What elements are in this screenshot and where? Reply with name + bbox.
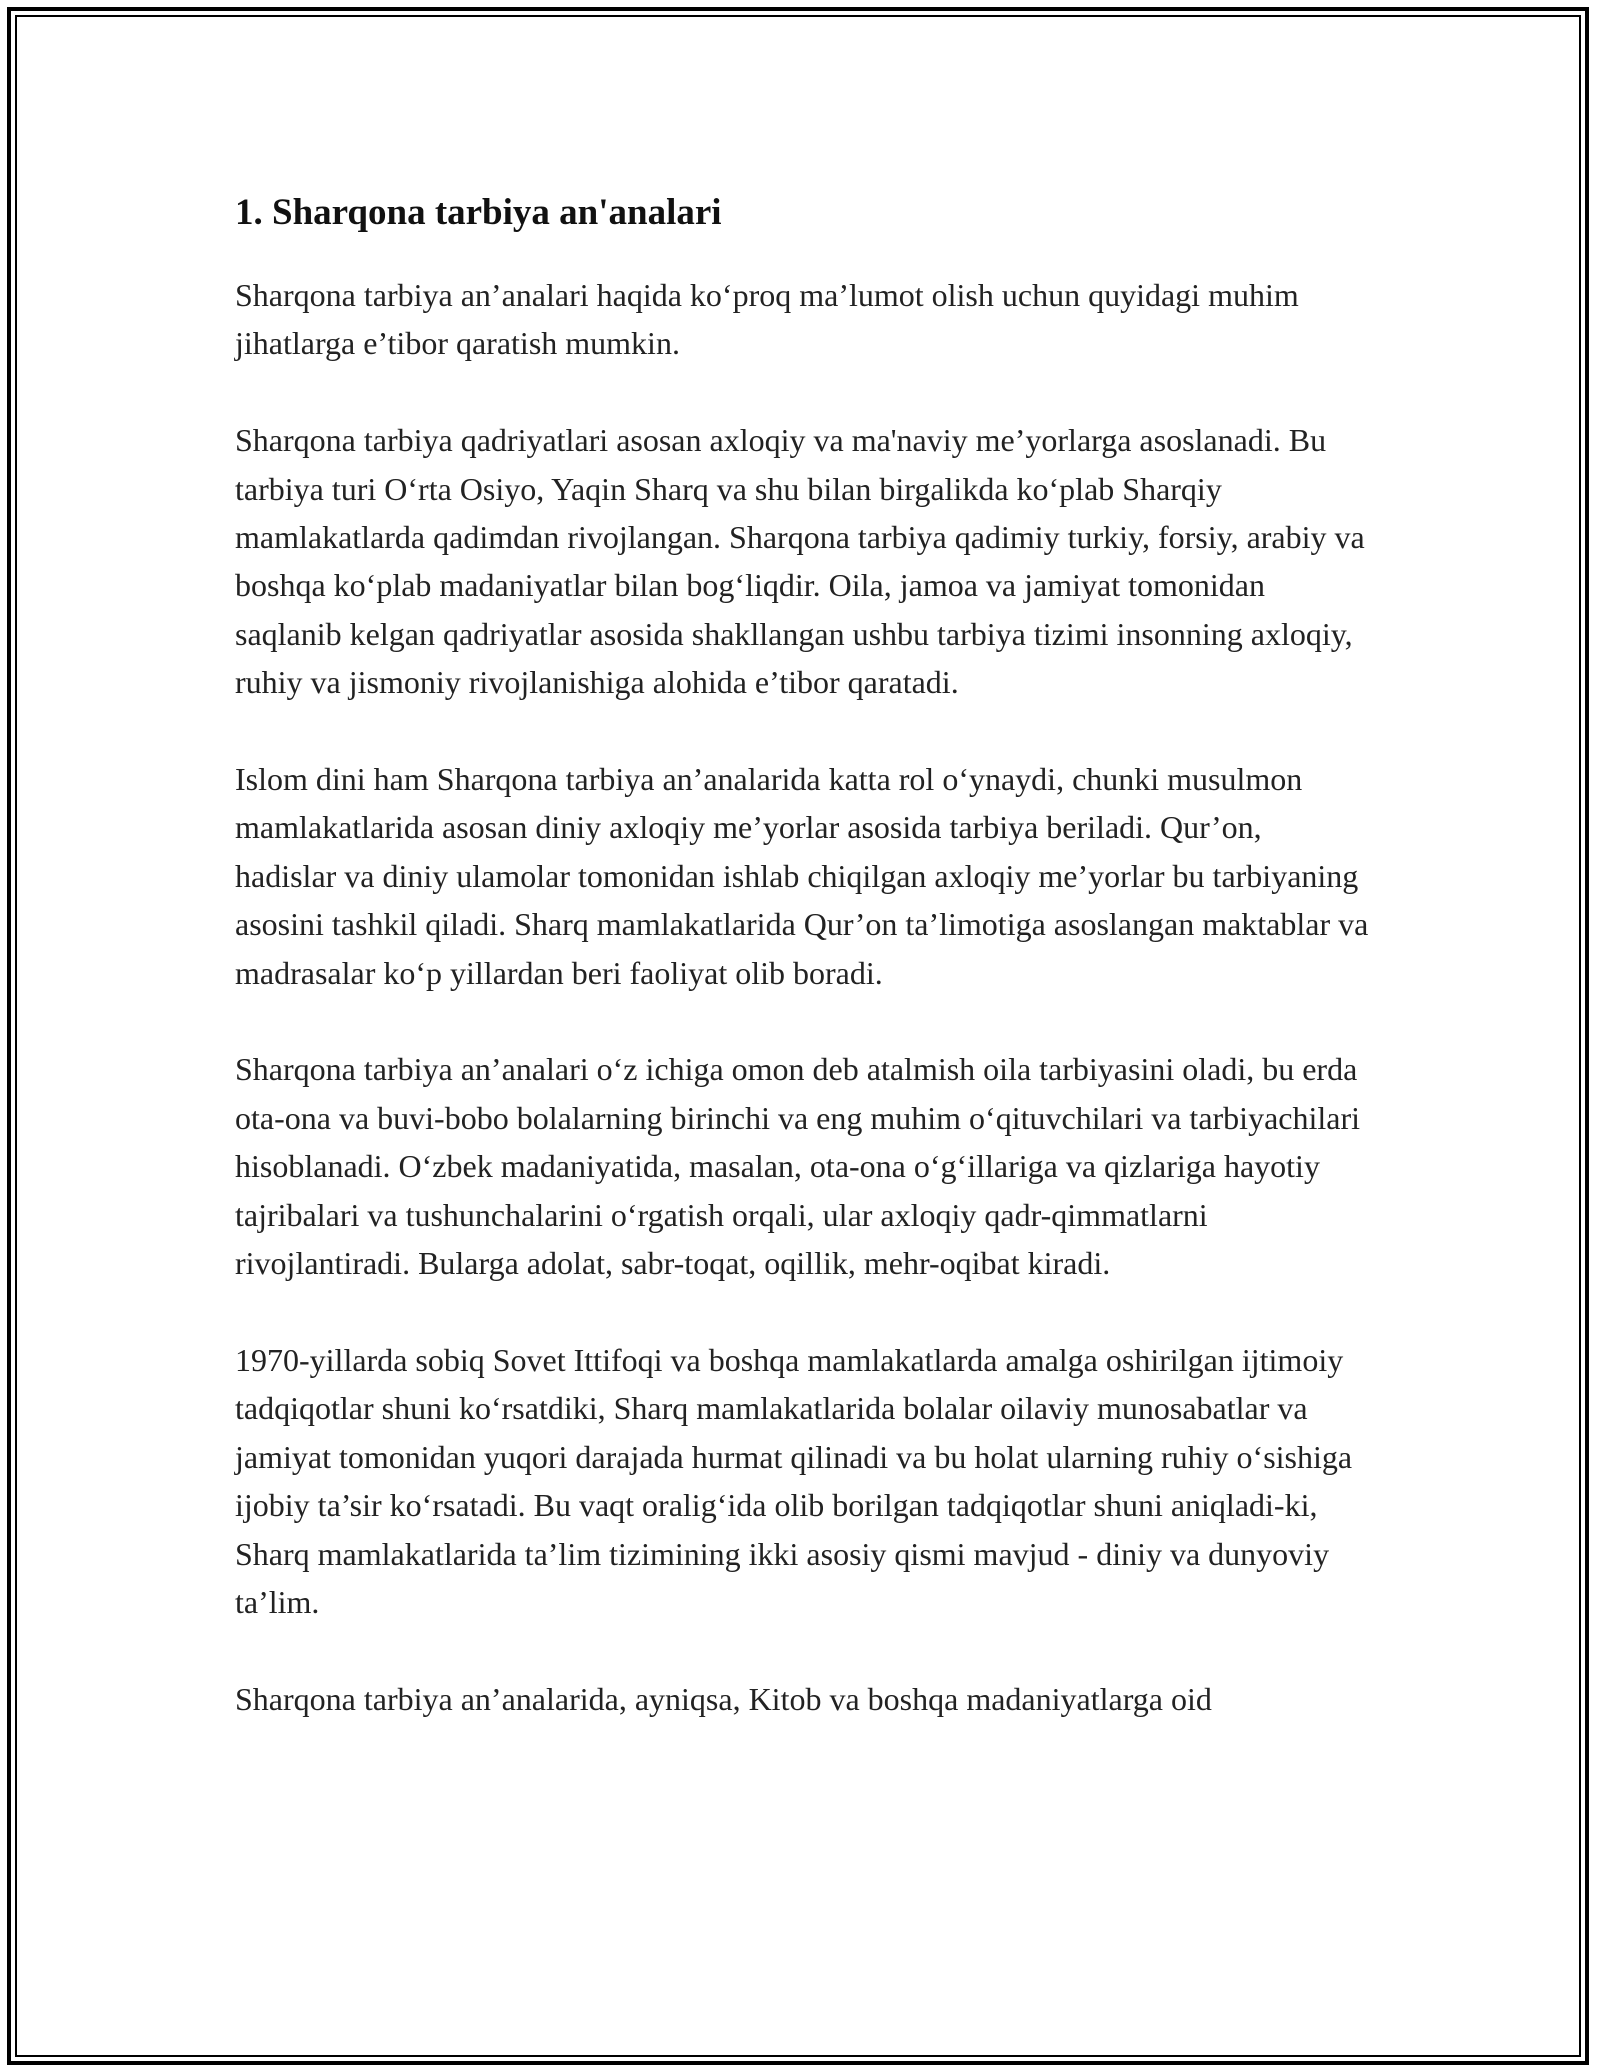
paragraph-continued: Sharqona tarbiya an’analarida, ayniqsa, Kitob va boshqa madaniyatlarga oid bbox=[235, 1680, 1212, 1717]
paragraph-research: 1970-yillarda sobiq Sovet Ittifoqi va boshqa mamlakatlarda amalga oshirilgan ijtimoiy tadqiqotlar shuni ko‘rsatdiki, Sharq mamlakatlarida bolalar oilaviy munosabatlar va jamiyat tomonidan yuqori darajada hurmat qilinadi va bu holat ularning ruhiy o‘sishiga ijobiy ta’sir ko‘rsatadi. Bu vaqt oralig‘ida olib borilgan tadqiqotlar shuni aniqladi-ki, Sharq mamlakatlarida ta’lim tizimining ikki asosiy qismi mavjud - diniy va dunyoviy ta’lim. bbox=[235, 1341, 1353, 1620]
page-title: 1. Sharqona tarbiya an'analari bbox=[235, 192, 722, 233]
paragraph-values: Sharqona tarbiya qadriyatlari asosan axloqiy va ma'naviy me’yorlarga asoslanadi. Bu tarbiya turi O‘rta Osiyo, Yaqin Sharq va shu bilan birgalikda ko‘plab Sharqiy mamlakatlarda qadimdan rivojlangan. Sharqona tarbiya qadimiy turkiy, forsiy, arabiy va boshqa ko‘plab madaniyatlar bilan bog‘liqdir. Oila, jamoa va jamiyat tomonidan saqlanib kelgan qadriyatlar asosida shakllangan ushbu tarbiya tizimi insonning axloqiy, ruhiy va jismoniy rivojlanishiga alohida e’tibor qaratadi. bbox=[235, 422, 1365, 701]
paragraph-islam: Islom dini ham Sharqona tarbiya an’analarida katta rol o‘ynaydi, chunki musulmon mamlakatlarida asosan diniy axloqiy me’yorlar asosida tarbiya beriladi. Qur’on, hadislar va diniy ulamolar tomonidan ishlab chiqilgan axloqiy me’yorlar bu tarbiyaning asosini tashkil qiladi. Sharq mamlakatlarida Qur’on ta’limotiga asoslangan maktablar va madrasalar ko‘p yillardan beri faoliyat olib boradi. bbox=[235, 761, 1369, 991]
document-body bbox=[235, 185, 1370, 1772]
paragraph-intro: Sharqona tarbiya an’analari haqida ko‘proq ma’lumot olish uchun quyidagi muhim jihatlarga e’tibor qaratish mumkin. bbox=[235, 277, 1299, 362]
paragraph-family: Sharqona tarbiya an’analari o‘z ichiga omon deb atalmish oila tarbiyasini oladi, bu erda ota-ona va buvi-bobo bolalarning birinchi va eng muhim o‘qituvchilari va tarbiyachilari hisoblanadi. O‘zbek madaniyatida, masalan, ota-ona o‘g‘illariga va qizlariga hayotiy tajribalari va tushunchalarini o‘rgatish orqali, ular axloqiy qadr-qimmatlarni rivojlantiradi. Bularga adolat, sabr-toqat, oqillik, mehr-oqibat kiradi. bbox=[235, 1051, 1360, 1282]
